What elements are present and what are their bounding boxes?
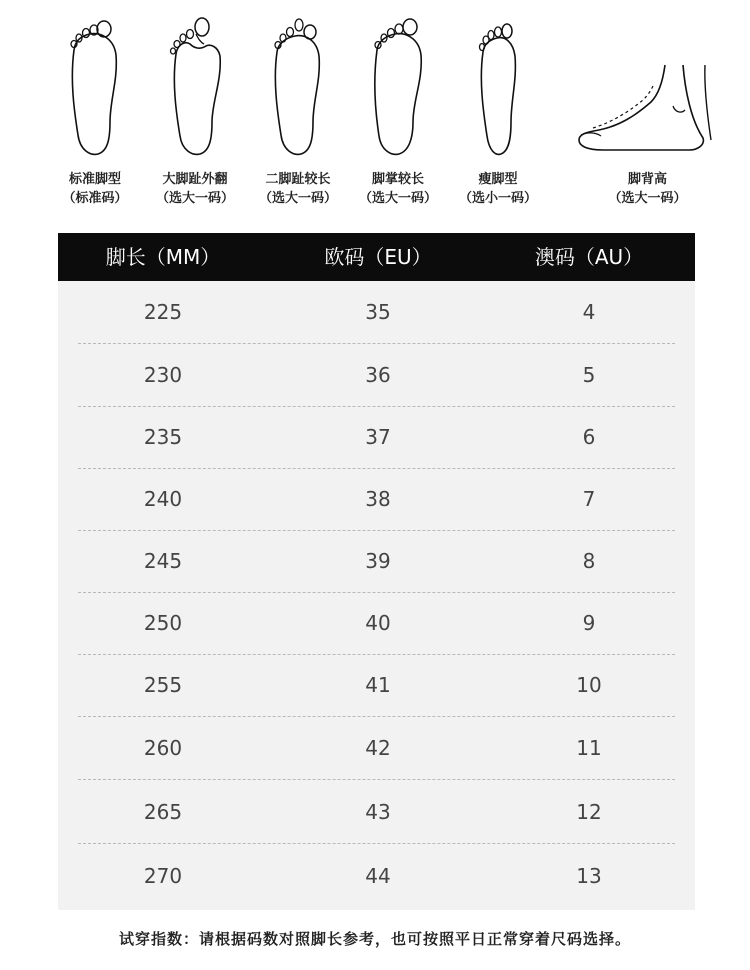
size-chart-table [58, 233, 695, 910]
row-divider [78, 843, 675, 844]
cell-au-size: 4 [582, 300, 596, 324]
cell-au-size: 10 [576, 673, 602, 697]
cell-au-size: 7 [582, 487, 596, 511]
table-row [58, 654, 695, 716]
cell-foot-length: 245 [143, 549, 183, 573]
table-row [58, 717, 695, 779]
table-row [58, 845, 695, 907]
foot-type-advice: （标准码） [62, 191, 128, 206]
cell-eu-size: 42 [365, 736, 391, 760]
standard-foot-icon [60, 10, 130, 160]
foot-type-advice: （选大一码） [155, 191, 234, 206]
foot-type-bunion [145, 10, 245, 225]
cell-eu-size: 35 [365, 300, 391, 324]
cell-au-size: 9 [582, 611, 596, 635]
foot-type-title: 大脚趾外翻 [162, 172, 228, 187]
cell-eu-size: 40 [365, 611, 391, 635]
cell-foot-length: 265 [143, 800, 183, 824]
fitting-note: 试穿指数：请根据码数对照脚长参考，也可按照平日正常穿着尺码选择。 [118, 930, 631, 948]
slim-foot-icon [463, 10, 533, 160]
row-divider [78, 779, 675, 780]
header-foot-length: 脚长（MM） [105, 245, 221, 269]
foot-type-high-instep [560, 10, 735, 225]
cell-foot-length: 240 [143, 487, 183, 511]
table-row [58, 406, 695, 468]
cell-foot-length: 260 [143, 736, 183, 760]
high-instep-foot-icon [573, 10, 723, 160]
foot-type-standard [45, 10, 145, 225]
cell-eu-size: 41 [365, 673, 391, 697]
foot-type-slim [448, 10, 548, 225]
cell-foot-length: 235 [143, 425, 183, 449]
foot-type-advice: （选大一码） [608, 191, 687, 206]
table-row [58, 344, 695, 406]
table-row [58, 592, 695, 654]
cell-au-size: 13 [576, 864, 602, 888]
cell-eu-size: 44 [365, 864, 391, 888]
cell-eu-size: 36 [365, 363, 391, 387]
cell-eu-size: 37 [365, 425, 391, 449]
cell-foot-length: 270 [143, 864, 183, 888]
header-eu-size: 欧码（EU） [324, 245, 432, 269]
cell-eu-size: 39 [365, 549, 391, 573]
cell-foot-length: 255 [143, 673, 183, 697]
foot-type-guide [0, 10, 750, 225]
cell-au-size: 8 [582, 549, 596, 573]
cell-foot-length: 250 [143, 611, 183, 635]
table-row [58, 468, 695, 530]
size-chart-header [58, 233, 695, 281]
foot-type-title: 二脚趾较长 [265, 172, 331, 187]
cell-foot-length: 230 [143, 363, 183, 387]
cell-foot-length: 225 [143, 300, 183, 324]
table-row [58, 781, 695, 843]
cell-eu-size: 38 [365, 487, 391, 511]
cell-au-size: 11 [576, 736, 602, 760]
cell-eu-size: 43 [365, 800, 391, 824]
table-row [58, 281, 695, 343]
cell-au-size: 12 [576, 800, 602, 824]
long-sole-foot-icon [363, 10, 433, 160]
foot-type-advice: （选小一码） [458, 191, 537, 206]
header-au-size: 澳码（AU） [534, 245, 644, 269]
table-row [58, 530, 695, 592]
foot-type-advice: （选大一码） [258, 191, 337, 206]
foot-type-advice: （选大一码） [358, 191, 437, 206]
cell-au-size: 5 [582, 363, 596, 387]
foot-type-long-second-toe [248, 10, 348, 225]
foot-type-long-sole [348, 10, 448, 225]
foot-type-title: 脚掌较长 [371, 172, 424, 187]
long-second-toe-foot-icon [263, 10, 333, 160]
cell-au-size: 6 [582, 425, 596, 449]
foot-type-title: 瘦脚型 [478, 172, 518, 187]
bunion-foot-icon [160, 10, 230, 160]
foot-type-title: 脚背高 [627, 172, 667, 187]
foot-type-title: 标准脚型 [68, 172, 121, 187]
